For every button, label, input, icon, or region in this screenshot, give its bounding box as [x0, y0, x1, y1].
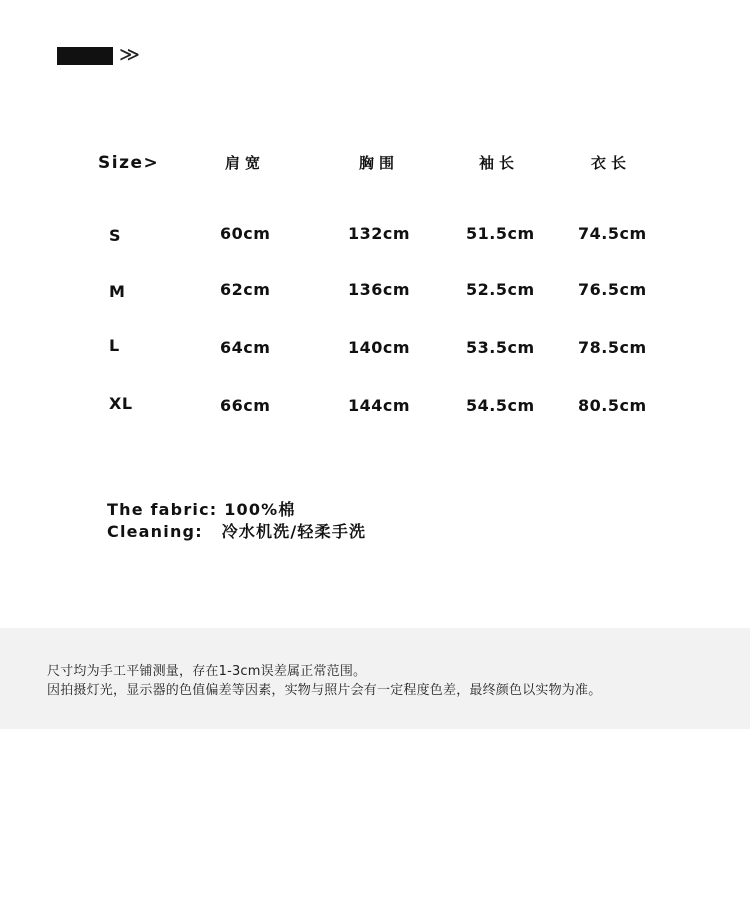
size-label-xl: XL [109, 394, 133, 413]
table-cell: 53.5cm [466, 338, 535, 357]
measurement-notice [0, 628, 750, 729]
table-cell: 144cm [348, 396, 411, 415]
table-cell: 54.5cm [466, 396, 535, 415]
fabric-line [107, 499, 366, 521]
notice-line: 因拍摄灯光，显示器的色值偏差等因素，实物与照片会有一定程度色差，最终颜色以实物为准。 [47, 683, 602, 698]
column-header-sleeve: 袖长 [479, 154, 520, 172]
size-label-l: L [109, 336, 120, 355]
double-chevron-right-icon: ≫ [119, 42, 140, 66]
table-cell: 74.5cm [578, 224, 647, 243]
notice-line: 尺寸均为手工平铺测量，存在1-3cm误差属正常范围。 [47, 664, 367, 679]
fabric-label: The fabric: [107, 500, 218, 519]
size-label-s: S [109, 226, 122, 245]
table-cell: 80.5cm [578, 396, 647, 415]
product-info [107, 499, 366, 543]
table-cell: 52.5cm [466, 280, 535, 299]
column-header-shoulder: 肩宽 [225, 154, 266, 172]
cleaning-value: 冷水机洗/轻柔手洗 [221, 522, 367, 541]
table-cell: 78.5cm [578, 338, 647, 357]
table-cell: 66cm [220, 396, 271, 415]
column-header-length: 衣长 [591, 154, 632, 172]
table-cell: 60cm [220, 224, 271, 243]
table-cell: 76.5cm [578, 280, 647, 299]
fabric-value: 100%棉 [224, 500, 296, 519]
table-cell: 136cm [348, 280, 411, 299]
column-header-chest: 胸围 [359, 154, 400, 172]
cleaning-line [107, 521, 366, 543]
table-cell: 64cm [220, 338, 271, 357]
cleaning-label: Cleaning: [107, 522, 203, 541]
table-cell: 132cm [348, 224, 411, 243]
table-cell: 62cm [220, 280, 271, 299]
table-cell: 140cm [348, 338, 411, 357]
size-table-label: Size> [98, 153, 160, 173]
table-cell: 51.5cm [466, 224, 535, 243]
size-label-m: M [109, 282, 126, 301]
header-black-bar [57, 47, 113, 65]
